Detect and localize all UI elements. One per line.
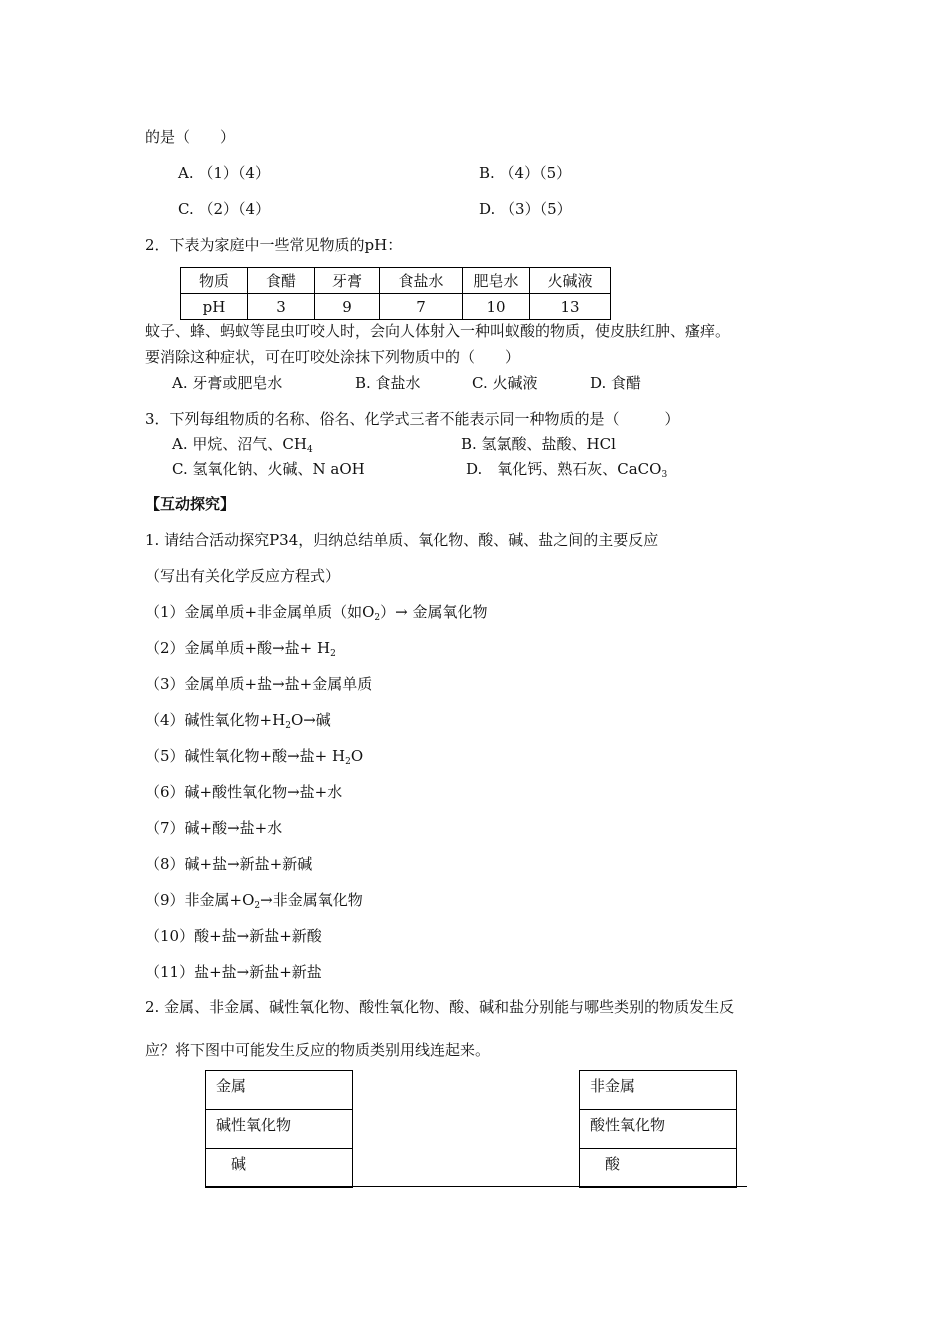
reaction-item [145, 818, 282, 844]
ph-table-value-cell: 10 [463, 294, 530, 320]
ph-table-header-cell: 食盐水 [380, 268, 463, 294]
reaction-subscript: 2 [374, 613, 381, 623]
ph-table-value-cell: 7 [380, 294, 463, 320]
reaction-item [145, 890, 363, 916]
q2-stem: 2．下表为家庭中一些常见物质的pH： [145, 236, 403, 254]
reaction-text: ）→ 金属氧化物 [380, 603, 488, 621]
ex1-stem: 1. 请结合活动探究P34，归纳总结单质、氧化物、酸、碱、盐之间的主要反应 [145, 531, 659, 549]
box-metal[interactable]: 金属 [206, 1071, 352, 1110]
q1-option-c: C. （2）（4） [178, 200, 271, 218]
reaction-item [145, 854, 312, 880]
reaction-text: →非金属氧化物 [260, 891, 363, 909]
reaction-item [145, 602, 488, 628]
q3-option-b: B. 氢氯酸、盐酸、HCl [461, 435, 616, 453]
matching-diagram [205, 1070, 747, 1188]
reaction-item [145, 710, 331, 736]
reaction-text: （1）金属单质+非金属单质（如O [145, 603, 375, 621]
ph-table-header-cell: 牙膏 [315, 268, 380, 294]
q1-tail: 的是（ ） [145, 128, 236, 146]
ph-table-value-cell: 13 [530, 294, 611, 320]
ex2-line1: 2. 金属、非金属、碱性氧化物、酸性氧化物、酸、碱和盐分别能与哪些类别的物质发生反 [145, 998, 735, 1016]
box-nonmetal[interactable]: 非金属 [580, 1071, 736, 1110]
reaction-item [145, 782, 342, 808]
q1-option-d: D. （3）（5） [479, 200, 572, 218]
section-title: 【互动探究】 [145, 495, 236, 513]
ph-table [180, 267, 611, 320]
ph-table-value-cell: 3 [248, 294, 315, 320]
box-acid[interactable]: 酸 [580, 1149, 736, 1188]
q2-option-d: D. 食醋 [590, 374, 642, 392]
ph-table-header-cell: 食醋 [248, 268, 315, 294]
reaction-text: （5）碱性氧化物+酸→盐+ H [145, 747, 346, 765]
ph-table-header-cell: 肥皂水 [463, 268, 530, 294]
reaction-text: （6）碱+酸性氧化物→盐+水 [145, 783, 343, 801]
reaction-item [145, 638, 336, 664]
reaction-text: （11）盐+盐→新盐+新盐 [145, 963, 322, 981]
ph-table-value-cell: pH [181, 294, 248, 320]
right-box-column [579, 1070, 737, 1188]
reaction-item [145, 962, 322, 988]
q2-body-line2: 要消除这种症状，可在叮咬处涂抹下列物质中的（ ） [145, 348, 521, 366]
q1-option-a: A. （1）（4） [178, 164, 270, 182]
reaction-subscript: 2 [345, 757, 351, 767]
q2-option-c: C. 火碱液 [472, 374, 538, 392]
reaction-text: （4）碱性氧化物+H [145, 711, 286, 729]
q2-option-b: B. 食盐水 [355, 374, 421, 392]
q1-option-b: B. （4）（5） [479, 164, 572, 182]
reaction-item [145, 674, 372, 700]
q2-option-a: A. 牙膏或肥皂水 [172, 374, 283, 392]
reaction-text: O→碱 [290, 711, 331, 729]
ph-table-header-cell: 火碱液 [530, 268, 611, 294]
reaction-text: （9）非金属+O [145, 891, 255, 909]
reaction-item [145, 926, 322, 952]
reaction-subscript: 2 [285, 721, 291, 731]
q3-option-c: C. 氢氧化钠、火碱、N aOH [172, 460, 365, 478]
ex2-line2: 应？将下图中可能发生反应的物质类别用线连起来。 [145, 1041, 491, 1059]
ph-table-value-cell: 9 [315, 294, 380, 320]
ph-table-value-row [181, 294, 611, 320]
box-acidic-oxide[interactable]: 酸性氧化物 [580, 1110, 736, 1149]
reaction-item [145, 746, 363, 772]
ex1-note: （写出有关化学反应方程式） [145, 567, 341, 585]
reaction-text: （8）碱+盐→新盐+新碱 [145, 855, 313, 873]
reaction-text: （3）金属单质+盐→盐+金属单质 [145, 675, 373, 693]
reaction-text: （2）金属单质+酸→盐+ H [145, 639, 331, 657]
q3-option-a: A. 甲烷、沼气、$CH_4$ [172, 435, 313, 455]
reaction-subscript: 2 [254, 901, 261, 911]
reaction-subscript: 2 [330, 649, 336, 659]
left-box-column [205, 1070, 353, 1188]
reaction-text: （10）酸+盐→新盐+新酸 [145, 927, 322, 945]
box-basic-oxide[interactable]: 碱性氧化物 [206, 1110, 352, 1149]
reaction-text: O [350, 747, 364, 765]
ph-table-header-cell: 物质 [181, 268, 248, 294]
reaction-text: （7）碱+酸→盐+水 [145, 819, 283, 837]
q3-option-d: D. 氧化钙、熟石灰、CaCO$_3$ [466, 460, 668, 480]
ph-table-header-row [181, 268, 611, 294]
q2-body-line1: 蚊子、蜂、蚂蚁等昆虫叮咬人时，会向人体射入一种叫蚁酸的物质，使皮肤红肿、瘙痒。 [145, 322, 731, 340]
diagram-bottom-line [205, 1186, 747, 1187]
q3-stem: 3．下列每组物质的名称、俗名、化学式三者不能表示同一种物质的是（ ） [145, 410, 680, 428]
box-base[interactable]: 碱 [206, 1149, 352, 1188]
